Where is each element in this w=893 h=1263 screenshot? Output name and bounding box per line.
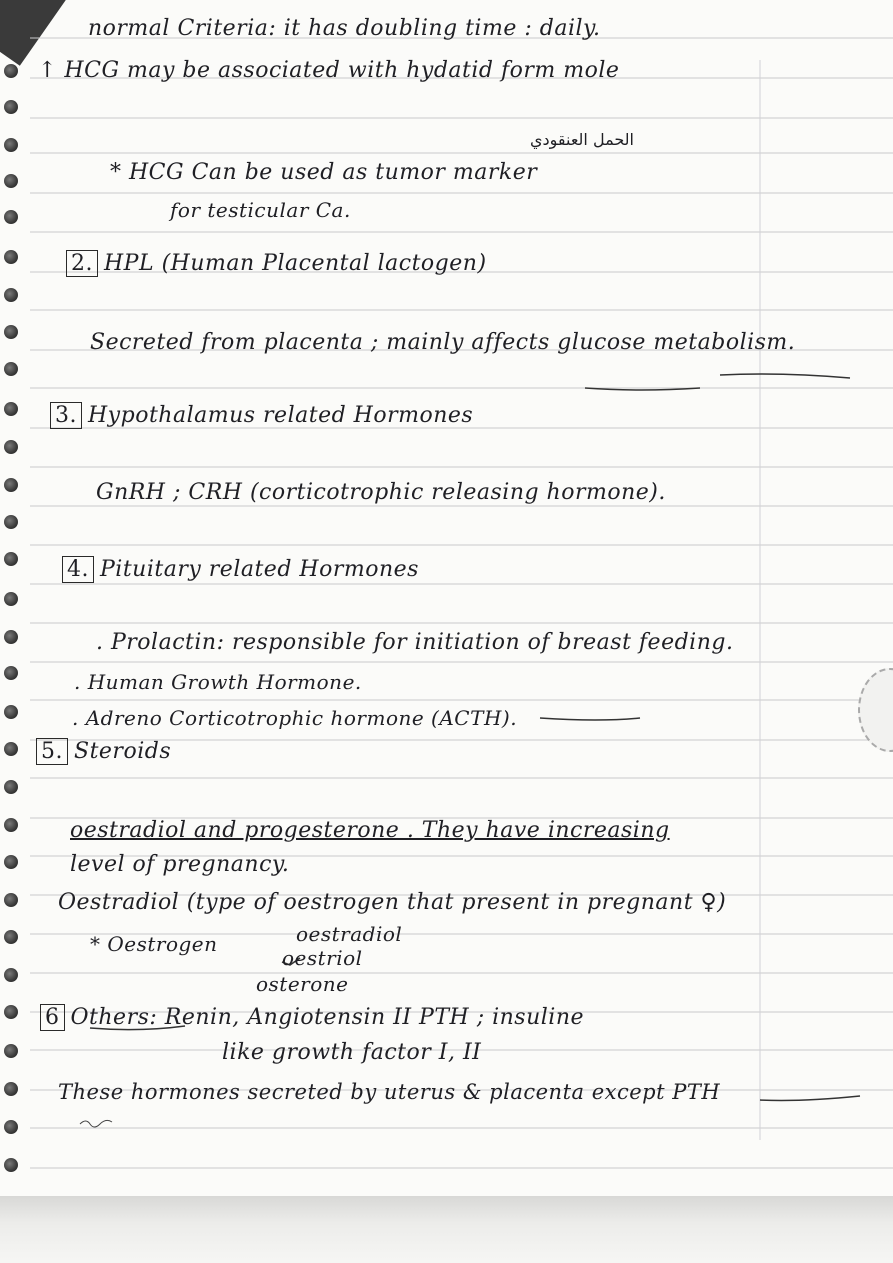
section-number: 4. xyxy=(62,556,94,583)
section-heading: 2. HPL (Human Placental lactogen) xyxy=(66,250,487,277)
note-line: oestradiol and progesterone . They have increasing xyxy=(70,818,670,843)
note-line: . Human Growth Hormone. xyxy=(74,670,362,694)
note-line: ↑ HCG may be associated with hydatid form mole xyxy=(38,58,620,83)
note-line: like growth factor I, II xyxy=(222,1040,482,1065)
note-line: Secreted from placenta ; mainly affects glucose metabolism. xyxy=(90,330,796,355)
note-line: . Adreno Corticotrophic hormone (ACTH). xyxy=(72,706,518,730)
note-line: * HCG Can be used as tumor marker xyxy=(110,160,538,185)
section-heading: 6 Others: Renin, Angiotensin II PTH ; insuline xyxy=(40,1004,584,1031)
note-line: for testicular Ca. xyxy=(170,198,351,222)
section-heading: 4. Pituitary related Hormones xyxy=(62,556,419,583)
scan-edge-noise xyxy=(0,1196,893,1263)
section-number: 6 xyxy=(40,1004,65,1031)
note-line: * Oestrogen xyxy=(90,932,218,956)
note-line: level of pregnancy. xyxy=(70,852,290,877)
note-line: . Prolactin: responsible for initiation of breast feeding. xyxy=(96,630,734,655)
section-heading: 3. Hypothalamus related Hormones xyxy=(50,402,473,429)
note-line: Oestradiol (type of oestrogen that present in pregnant ♀) xyxy=(58,890,727,915)
note-line: oestradiol xyxy=(296,922,403,946)
section-number: 3. xyxy=(50,402,82,429)
note-line: osterone xyxy=(256,972,349,996)
note-line: GnRH ; CRH (corticotrophic releasing hormone). xyxy=(96,480,666,505)
note-line: oestriol xyxy=(282,946,363,970)
note-line: normal Criteria: it has doubling time : daily. xyxy=(88,16,601,41)
binder-holes xyxy=(4,0,24,1263)
note-arabic: الحمل العنقودي xyxy=(530,130,634,149)
section-number: 2. xyxy=(66,250,98,277)
note-line: These hormones secreted by uterus & placenta except PTH xyxy=(58,1080,721,1104)
section-heading: 5. Steroids xyxy=(36,738,171,765)
section-number: 5. xyxy=(36,738,68,765)
signature-mark xyxy=(78,1116,118,1128)
